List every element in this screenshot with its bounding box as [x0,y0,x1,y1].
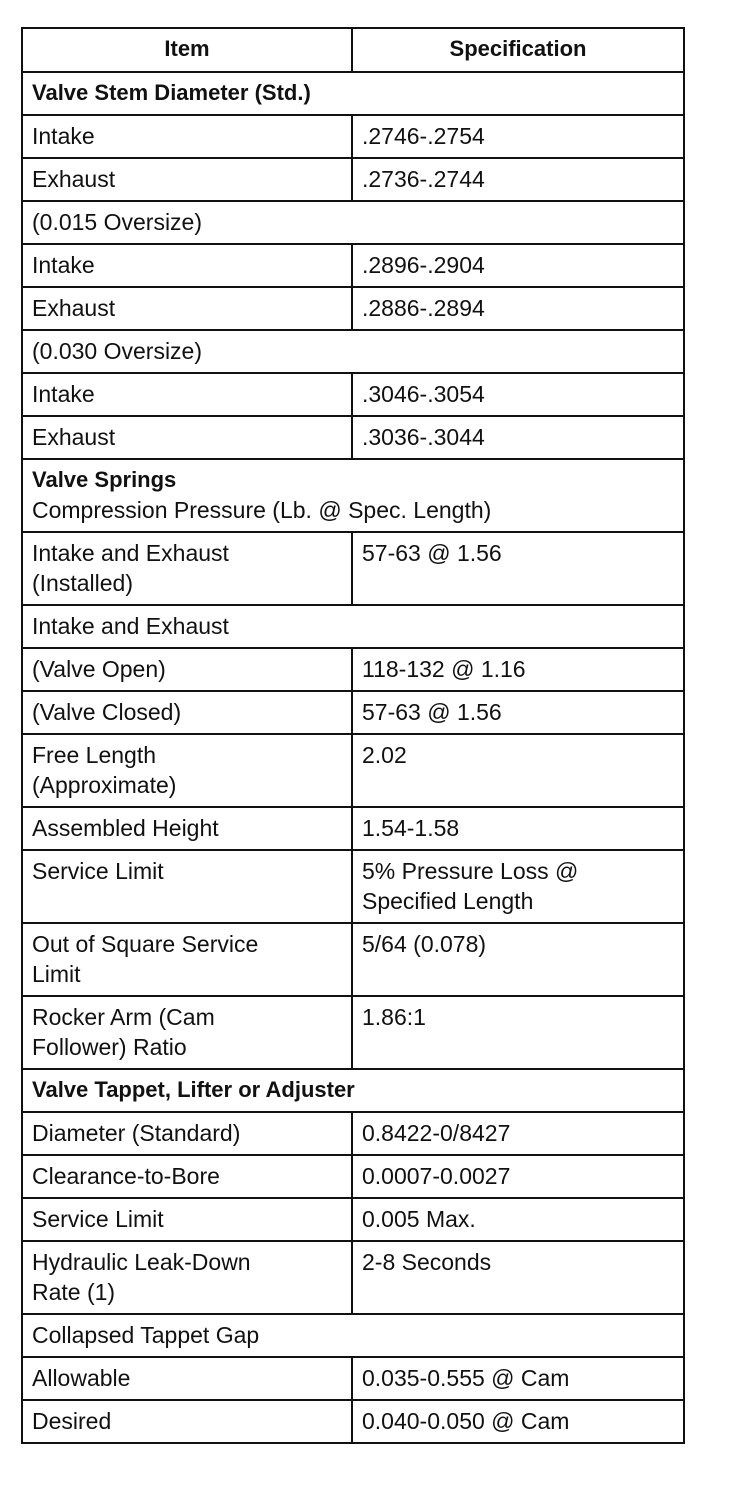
item-text: Rocker Arm (Cam [32,1004,215,1030]
group-title: Intake and Exhaust [32,613,229,639]
spec-text: Specified Length [362,888,534,914]
table-row [22,532,684,605]
spec-cell [352,532,684,605]
item-text: (Valve Open) [32,656,166,682]
spec-text: 0.0007-0.0027 [362,1163,511,1189]
table-row [22,1069,684,1112]
item-cell [22,532,352,605]
spec-text: 0.8422-0/8427 [362,1120,511,1146]
spec-text: 0.040-0.050 @ Cam [362,1408,570,1434]
spec-cell [352,158,684,201]
spec-text: .3046-.3054 [362,381,485,407]
table-row [22,1155,684,1198]
item-text: Intake [32,381,95,407]
item-cell [22,648,352,691]
table-row [22,923,684,996]
spec-cell [352,691,684,734]
section-title: Valve Springs [32,467,177,492]
group-title: Collapsed Tappet Gap [32,1322,260,1348]
item-cell [22,996,352,1069]
item-text: Exhaust [32,295,116,321]
item-text: Intake [32,123,95,149]
spec-cell [352,996,684,1069]
table-row [22,1241,684,1314]
spec-text: 57-63 @ 1.56 [362,699,502,725]
item-text: Allowable [32,1365,131,1391]
item-cell [22,850,352,923]
spec-cell [352,1155,684,1198]
section-heading [22,1069,684,1112]
table-row [22,287,684,330]
section-subtitle: Compression Pressure (Lb. @ Spec. Length) [32,497,492,523]
table-row [22,996,684,1069]
table-row [22,691,684,734]
spec-text: 1.86:1 [362,1004,426,1030]
item-cell [22,373,352,416]
spec-text: 1.54-1.58 [362,815,460,841]
table-body [22,72,684,1443]
item-text: Intake [32,252,95,278]
item-text: Intake and Exhaust [32,540,229,566]
item-cell [22,1400,352,1443]
item-cell [22,416,352,459]
item-text: Desired [32,1408,112,1434]
item-cell [22,1241,352,1314]
spec-text: .2736-.2744 [362,166,485,192]
item-text: Clearance-to-Bore [32,1163,220,1189]
table-row [22,330,684,373]
section-heading [22,459,684,532]
item-cell [22,734,352,807]
spec-table [21,27,685,1444]
spec-text: 5/64 (0.078) [362,931,487,957]
item-cell [22,807,352,850]
table-row [22,459,684,532]
header-specification: Specification [352,28,684,72]
item-text: Exhaust [32,424,116,450]
table-row [22,72,684,115]
item-cell [22,1198,352,1241]
item-cell [22,287,352,330]
item-text: Exhaust [32,166,116,192]
spec-cell [352,734,684,807]
table-row [22,807,684,850]
spec-cell [352,287,684,330]
spec-cell [352,923,684,996]
section-title: Valve Tappet, Lifter or Adjuster [32,1077,355,1102]
item-text: (Valve Closed) [32,699,182,725]
spec-cell [352,1241,684,1314]
item-cell [22,1112,352,1155]
spec-cell [352,1400,684,1443]
section-heading [22,72,684,115]
spec-cell [352,807,684,850]
table-row [22,1198,684,1241]
group-title: (0.030 Oversize) [32,338,203,364]
header-row [22,28,684,72]
spec-text: 118-132 @ 1.16 [362,656,526,682]
spec-text: .2746-.2754 [362,123,485,149]
item-cell [22,1357,352,1400]
item-cell [22,158,352,201]
group-label [22,1314,684,1357]
table-row [22,201,684,244]
item-cell [22,691,352,734]
table-row [22,648,684,691]
group-title: (0.015 Oversize) [32,209,203,235]
item-text: (Approximate) [32,772,177,798]
table-row [22,1314,684,1357]
item-text: Assembled Height [32,815,219,841]
item-text: Follower) Ratio [32,1034,187,1060]
spec-text: 57-63 @ 1.56 [362,540,502,566]
group-label [22,330,684,373]
table-row [22,373,684,416]
item-text: Service Limit [32,1206,164,1232]
item-text: (Installed) [32,570,133,596]
table-row [22,1112,684,1155]
header-item: Item [22,28,352,72]
spec-text: 5% Pressure Loss @ [362,858,579,884]
item-cell [22,244,352,287]
section-title: Valve Stem Diameter (Std.) [32,80,311,105]
spec-text: .2896-.2904 [362,252,485,278]
item-text: Limit [32,961,81,987]
table-row [22,734,684,807]
spec-cell [352,1198,684,1241]
table-row [22,416,684,459]
group-label [22,201,684,244]
group-label [22,605,684,648]
table-row [22,115,684,158]
spec-cell [352,1357,684,1400]
spec-cell [352,244,684,287]
spec-cell [352,648,684,691]
spec-cell [352,416,684,459]
spec-cell [352,115,684,158]
item-text: Service Limit [32,858,164,884]
item-cell [22,923,352,996]
spec-text: .3036-.3044 [362,424,485,450]
table-row [22,158,684,201]
item-cell [22,115,352,158]
spec-cell [352,1112,684,1155]
spec-text: .2886-.2894 [362,295,485,321]
item-text: Diameter (Standard) [32,1120,241,1146]
table-row [22,850,684,923]
item-cell [22,1155,352,1198]
spec-cell [352,850,684,923]
spec-text: 0.005 Max. [362,1206,476,1232]
item-text: Hydraulic Leak-Down [32,1249,251,1275]
spec-text: 2.02 [362,742,407,768]
item-text: Free Length [32,742,157,768]
table-row [22,605,684,648]
spec-text: 0.035-0.555 @ Cam [362,1365,570,1391]
spec-cell [352,373,684,416]
table-row [22,244,684,287]
table-row [22,1357,684,1400]
spec-text: 2-8 Seconds [362,1249,492,1275]
table-row [22,1400,684,1443]
item-text: Rate (1) [32,1279,116,1305]
item-text: Out of Square Service [32,931,259,957]
